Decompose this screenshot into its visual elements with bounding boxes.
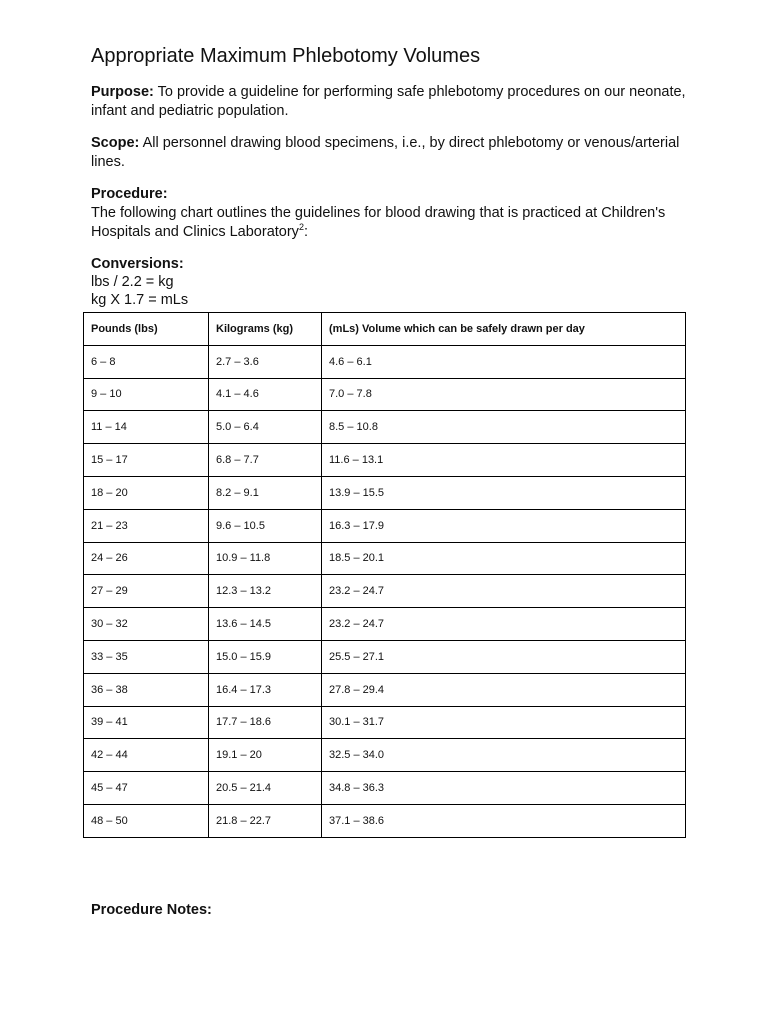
procedure-notes-heading: Procedure Notes: — [91, 902, 212, 918]
table-row — [84, 673, 686, 706]
table-row — [84, 640, 686, 673]
cell-pounds: 48 – 50 — [84, 804, 209, 837]
cell-pounds: 15 – 17 — [84, 444, 209, 477]
cell-kilograms: 20.5 – 21.4 — [209, 772, 322, 805]
table-row — [84, 542, 686, 575]
cell-pounds: 18 – 20 — [84, 476, 209, 509]
table-row — [84, 411, 686, 444]
cell-volume: 32.5 – 34.0 — [322, 739, 686, 772]
cell-pounds: 30 – 32 — [84, 608, 209, 641]
header-volume: (mLs) Volume which can be safely drawn per day — [322, 313, 686, 346]
cell-pounds: 36 – 38 — [84, 673, 209, 706]
conversions-label: Conversions: — [91, 256, 184, 272]
procedure-paragraph — [91, 204, 691, 241]
conversion-lbs-to-kg: lbs / 2.2 = kg — [91, 274, 174, 290]
cell-pounds: 45 – 47 — [84, 772, 209, 805]
page-title: Appropriate Maximum Phlebotomy Volumes — [91, 45, 481, 67]
cell-volume: 8.5 – 10.8 — [322, 411, 686, 444]
procedure-label: Procedure: — [91, 186, 168, 202]
cell-volume: 16.3 – 17.9 — [322, 509, 686, 542]
cell-kilograms: 15.0 – 15.9 — [209, 640, 322, 673]
cell-volume: 27.8 – 29.4 — [322, 673, 686, 706]
table-row — [84, 444, 686, 477]
procedure-suffix: : — [303, 223, 308, 240]
cell-pounds: 42 – 44 — [84, 739, 209, 772]
cell-kilograms: 13.6 – 14.5 — [209, 608, 322, 641]
phlebotomy-volume-table — [83, 312, 686, 838]
cell-kilograms: 12.3 – 13.2 — [209, 575, 322, 608]
purpose-text: To provide a guideline for performing safe phlebotomy procedures on our neonate, infant and pediatric population. — [91, 84, 686, 119]
cell-pounds: 9 – 10 — [84, 378, 209, 411]
cell-volume: 11.6 – 13.1 — [322, 444, 686, 477]
conversion-kg-to-mls: kg X 1.7 = mLs — [91, 292, 189, 308]
header-pounds: Pounds (lbs) — [84, 313, 209, 346]
table-row — [84, 476, 686, 509]
purpose-paragraph — [91, 83, 691, 120]
cell-volume: 34.8 – 36.3 — [322, 772, 686, 805]
cell-kilograms: 6.8 – 7.7 — [209, 444, 322, 477]
table-row — [84, 739, 686, 772]
procedure-heading — [91, 185, 691, 204]
cell-volume: 30.1 – 31.7 — [322, 706, 686, 739]
table-body — [84, 345, 686, 837]
cell-kilograms: 2.7 – 3.6 — [209, 345, 322, 378]
table-row — [84, 509, 686, 542]
cell-volume: 18.5 – 20.1 — [322, 542, 686, 575]
scope-text: All personnel drawing blood specimens, i.e., by direct phlebotomy or venous/arterial lines. — [91, 135, 680, 170]
cell-volume: 25.5 – 27.1 — [322, 640, 686, 673]
footnote-marker: 2 — [298, 221, 304, 232]
cell-pounds: 39 – 41 — [84, 706, 209, 739]
cell-pounds: 11 – 14 — [84, 411, 209, 444]
conversions-heading — [91, 255, 691, 274]
cell-kilograms: 9.6 – 10.5 — [209, 509, 322, 542]
table-row — [84, 804, 686, 837]
purpose-label: Purpose: — [91, 84, 154, 100]
scope-label: Scope: — [91, 135, 140, 151]
cell-kilograms: 16.4 – 17.3 — [209, 673, 322, 706]
cell-pounds: 27 – 29 — [84, 575, 209, 608]
header-kilograms: Kilograms (kg) — [209, 313, 322, 346]
cell-pounds: 24 – 26 — [84, 542, 209, 575]
cell-volume: 13.9 – 15.5 — [322, 476, 686, 509]
table-row — [84, 706, 686, 739]
cell-volume: 4.6 – 6.1 — [322, 345, 686, 378]
cell-kilograms: 19.1 – 20 — [209, 739, 322, 772]
cell-kilograms: 10.9 – 11.8 — [209, 542, 322, 575]
table-header-row — [84, 313, 686, 346]
cell-kilograms: 5.0 – 6.4 — [209, 411, 322, 444]
table-row — [84, 575, 686, 608]
cell-pounds: 21 – 23 — [84, 509, 209, 542]
table-row — [84, 608, 686, 641]
cell-volume: 7.0 – 7.8 — [322, 378, 686, 411]
table-row — [84, 772, 686, 805]
scope-paragraph — [91, 134, 691, 171]
cell-volume: 23.2 – 24.7 — [322, 575, 686, 608]
table-row — [84, 345, 686, 378]
cell-volume: 23.2 – 24.7 — [322, 608, 686, 641]
cell-volume: 37.1 – 38.6 — [322, 804, 686, 837]
cell-kilograms: 8.2 – 9.1 — [209, 476, 322, 509]
cell-pounds: 6 – 8 — [84, 345, 209, 378]
cell-pounds: 33 – 35 — [84, 640, 209, 673]
cell-kilograms: 4.1 – 4.6 — [209, 378, 322, 411]
table-row — [84, 378, 686, 411]
cell-kilograms: 17.7 – 18.6 — [209, 706, 322, 739]
procedure-text: The following chart outlines the guidelines for blood drawing that is practiced at Children's Hospitals and Clinics Laboratory — [91, 205, 666, 240]
cell-kilograms: 21.8 – 22.7 — [209, 804, 322, 837]
